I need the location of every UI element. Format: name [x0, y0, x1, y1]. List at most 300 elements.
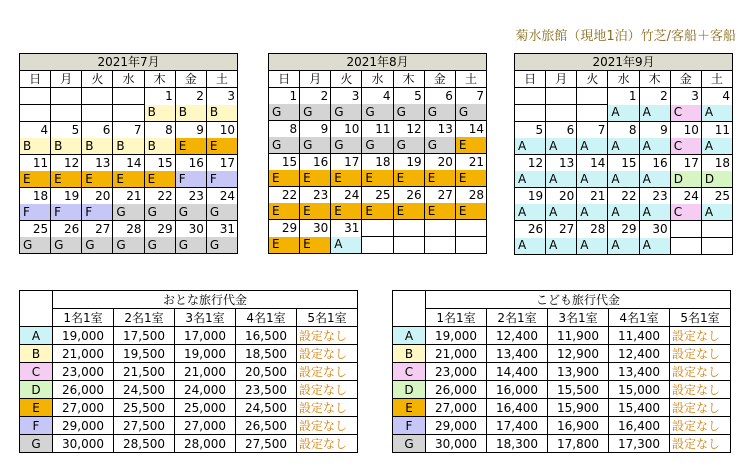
day-number: 12: [51, 155, 82, 172]
day-number-row: [269, 220, 487, 237]
rate-code-cell: D: [393, 381, 426, 399]
rate-code-cell: G: [20, 435, 53, 453]
day-number: 27: [546, 221, 577, 238]
day-code-row: [269, 170, 487, 187]
day-rate-code: G: [144, 237, 175, 254]
empty-day: [113, 105, 144, 122]
day-rate-code: A: [639, 105, 670, 122]
month-header-row: [20, 54, 238, 71]
day-rate-code: B: [206, 105, 237, 122]
day-rate-code: E: [269, 237, 300, 254]
day-rate-code: E: [362, 170, 393, 187]
day-number: 10: [206, 122, 237, 139]
child-price-table: [392, 290, 731, 453]
no-setting-cell: 設定なし: [670, 417, 731, 435]
day-rate-code: F: [206, 171, 237, 188]
day-rate-code: G: [362, 104, 393, 121]
price-cell: 15,900: [548, 399, 609, 417]
empty-day: [82, 105, 113, 122]
weekday-label: 火: [331, 71, 362, 88]
empty-day: [51, 88, 82, 105]
day-number: 29: [269, 220, 300, 237]
price-cell: 23,000: [53, 363, 114, 381]
column-header: 1名1室: [53, 309, 114, 327]
day-number: 22: [269, 187, 300, 204]
day-rate-code: A: [331, 237, 362, 254]
price-cell: 16,500: [236, 327, 297, 345]
month-title: 2021年9月: [515, 54, 733, 71]
day-rate-code: G: [300, 137, 331, 154]
weekday-label: 金: [424, 71, 455, 88]
price-cell: 26,000: [426, 381, 487, 399]
day-rate-code: A: [639, 204, 670, 221]
weekday-label: 水: [362, 71, 393, 88]
price-cell: 16,400: [487, 399, 548, 417]
day-rate-code: G: [113, 204, 144, 221]
weekday-label: 火: [82, 71, 113, 88]
day-number: 10: [331, 121, 362, 138]
day-number-row: [20, 122, 238, 139]
day-code-row: [515, 204, 733, 221]
empty-day: [670, 221, 701, 238]
day-rate-code: A: [701, 204, 732, 221]
day-rate-code: G: [300, 104, 331, 121]
price-row: [20, 363, 358, 381]
day-number: 22: [608, 188, 639, 205]
no-setting-cell: 設定なし: [297, 345, 358, 363]
day-number: 6: [546, 122, 577, 139]
day-rate-code: A: [608, 171, 639, 188]
day-rate-code: E: [393, 203, 424, 220]
day-code-row: [269, 203, 487, 220]
day-number: 15: [144, 155, 175, 172]
day-rate-code: F: [51, 204, 82, 221]
empty-day: [362, 220, 393, 237]
adult-price-table: [19, 290, 358, 453]
price-cell: 19,000: [175, 345, 236, 363]
month-header-row: [269, 54, 487, 71]
empty-day: [546, 88, 577, 105]
day-number: 3: [331, 88, 362, 105]
day-number: 19: [393, 154, 424, 171]
day-number: 1: [269, 88, 300, 105]
empty-day: [393, 220, 424, 237]
price-row: [393, 399, 731, 417]
day-number: 30: [300, 220, 331, 237]
day-rate-code: A: [577, 204, 608, 221]
price-cell: 12,400: [609, 345, 670, 363]
day-rate-code: G: [362, 137, 393, 154]
day-number: 12: [393, 121, 424, 138]
weekday-label: 月: [51, 71, 82, 88]
day-number: 11: [20, 155, 51, 172]
price-cell: 21,500: [114, 363, 175, 381]
day-number: 7: [113, 122, 144, 139]
day-code-row: [515, 138, 733, 155]
day-number-row: [20, 155, 238, 172]
day-number-row: [20, 188, 238, 205]
day-rate-code: G: [82, 237, 113, 254]
price-column-header-row: [393, 309, 731, 327]
price-cell: 24,500: [236, 399, 297, 417]
day-number: 3: [206, 88, 237, 105]
day-number: 11: [701, 122, 732, 139]
day-number: 17: [670, 155, 701, 172]
price-cell: 24,000: [175, 381, 236, 399]
price-cell: 25,500: [114, 399, 175, 417]
month-title: 2021年8月: [269, 54, 487, 71]
empty-day: [20, 88, 51, 105]
day-rate-code: A: [546, 204, 577, 221]
day-rate-code: E: [269, 170, 300, 187]
calendar-july: [19, 53, 238, 254]
column-header: 2名1室: [114, 309, 175, 327]
price-row: [20, 381, 358, 399]
price-row: [393, 435, 731, 453]
day-code-row: [269, 137, 487, 154]
price-cell: 19,500: [114, 345, 175, 363]
column-header: 3名1室: [548, 309, 609, 327]
price-cell: 30,000: [426, 435, 487, 453]
empty-day: [577, 105, 608, 122]
day-number: 28: [577, 221, 608, 238]
price-row: [393, 381, 731, 399]
day-rate-code: E: [82, 171, 113, 188]
price-row: [393, 363, 731, 381]
day-rate-code: G: [144, 204, 175, 221]
day-rate-code: A: [577, 171, 608, 188]
day-number: 13: [546, 155, 577, 172]
weekday-label: 日: [269, 71, 300, 88]
price-cell: 11,400: [609, 327, 670, 345]
rate-code-cell: A: [20, 327, 53, 345]
day-code-row: [20, 138, 238, 155]
price-cell: 13,400: [609, 363, 670, 381]
day-number: 20: [424, 154, 455, 171]
day-rate-code: B: [113, 138, 144, 155]
price-cell: 14,400: [487, 363, 548, 381]
day-number: 28: [113, 221, 144, 238]
day-number: 30: [175, 221, 206, 238]
weekday-label: 日: [20, 71, 51, 88]
day-rate-code: A: [546, 138, 577, 155]
day-number: 1: [144, 88, 175, 105]
day-rate-code: A: [608, 105, 639, 122]
day-number: 21: [113, 188, 144, 205]
day-code-row: [515, 171, 733, 188]
price-cell: 15,400: [609, 399, 670, 417]
day-rate-code: A: [577, 238, 608, 255]
rate-code-cell: E: [20, 399, 53, 417]
no-setting-cell: 設定なし: [670, 345, 731, 363]
price-cell: 24,500: [114, 381, 175, 399]
rate-code-cell: D: [20, 381, 53, 399]
price-cell: 27,000: [426, 399, 487, 417]
empty-day: [424, 220, 455, 237]
calendar-august: [268, 53, 487, 254]
day-number: 25: [701, 188, 732, 205]
day-rate-code: F: [175, 171, 206, 188]
day-rate-code: E: [175, 138, 206, 155]
weekday-label: 土: [206, 71, 237, 88]
column-header: 5名1室: [670, 309, 731, 327]
price-cell: 26,000: [53, 381, 114, 399]
price-cell: 27,500: [114, 417, 175, 435]
day-rate-code: C: [670, 204, 701, 221]
rate-code-cell: G: [393, 435, 426, 453]
day-rate-code: G: [393, 137, 424, 154]
day-rate-code: G: [20, 237, 51, 254]
day-number: 17: [331, 154, 362, 171]
rate-code-cell: F: [20, 417, 53, 435]
day-rate-code: E: [331, 203, 362, 220]
empty-day: [393, 237, 424, 254]
day-rate-code: G: [331, 137, 362, 154]
day-number: 27: [82, 221, 113, 238]
day-rate-code: E: [455, 170, 486, 187]
no-setting-cell: 設定なし: [670, 363, 731, 381]
day-rate-code: A: [546, 238, 577, 255]
day-rate-code: E: [300, 203, 331, 220]
rate-code-cell: A: [393, 327, 426, 345]
day-number: 7: [455, 88, 486, 105]
day-number: 8: [269, 121, 300, 138]
day-number: 4: [701, 88, 732, 105]
day-rate-code: A: [515, 238, 546, 255]
empty-day: [670, 238, 701, 255]
day-number: 26: [515, 221, 546, 238]
empty-day: [515, 88, 546, 105]
day-rate-code: E: [455, 137, 486, 154]
day-rate-code: A: [515, 204, 546, 221]
day-rate-code: A: [639, 238, 670, 255]
day-number: 16: [300, 154, 331, 171]
day-number: 26: [393, 187, 424, 204]
day-number: 1: [608, 88, 639, 105]
day-number-row: [515, 188, 733, 205]
empty-day: [701, 238, 732, 255]
day-number: 30: [639, 221, 670, 238]
day-number: 20: [546, 188, 577, 205]
price-column-header-row: [20, 309, 358, 327]
price-row: [20, 399, 358, 417]
day-number: 7: [577, 122, 608, 139]
weekday-label: 月: [546, 71, 577, 88]
price-cell: 29,000: [53, 417, 114, 435]
price-row: [393, 345, 731, 363]
day-number: 19: [51, 188, 82, 205]
day-number-row: [515, 122, 733, 139]
no-setting-cell: 設定なし: [670, 399, 731, 417]
column-header: 5名1室: [297, 309, 358, 327]
empty-day: [515, 105, 546, 122]
day-rate-code: E: [144, 171, 175, 188]
day-number: 29: [144, 221, 175, 238]
day-rate-code: A: [608, 204, 639, 221]
price-cell: 13,900: [548, 363, 609, 381]
day-rate-code: G: [113, 237, 144, 254]
day-rate-code: A: [639, 171, 670, 188]
price-row: [20, 417, 358, 435]
no-setting-cell: 設定なし: [670, 435, 731, 453]
no-setting-cell: 設定なし: [670, 327, 731, 345]
day-rate-code: G: [424, 137, 455, 154]
day-number: 23: [175, 188, 206, 205]
price-row: [20, 435, 358, 453]
day-rate-code: E: [206, 138, 237, 155]
day-number: 23: [300, 187, 331, 204]
price-cell: 15,000: [609, 381, 670, 399]
day-rate-code: A: [701, 105, 732, 122]
price-cell: 29,000: [426, 417, 487, 435]
day-rate-code: E: [455, 203, 486, 220]
rate-code-cell: B: [393, 345, 426, 363]
day-rate-code: B: [144, 105, 175, 122]
day-rate-code: C: [670, 138, 701, 155]
day-number: 4: [20, 122, 51, 139]
day-number: 22: [144, 188, 175, 205]
day-number: 2: [639, 88, 670, 105]
price-cell: 17,300: [609, 435, 670, 453]
price-cell: 16,900: [548, 417, 609, 435]
day-rate-code: G: [175, 237, 206, 254]
empty-day: [455, 220, 486, 237]
day-number: 8: [608, 122, 639, 139]
weekday-row: [269, 71, 487, 88]
empty-day: [455, 237, 486, 254]
day-number: 5: [393, 88, 424, 105]
day-number: 14: [577, 155, 608, 172]
day-rate-code: E: [269, 203, 300, 220]
day-number: 13: [424, 121, 455, 138]
day-number: 20: [82, 188, 113, 205]
corner-cell: [393, 291, 426, 327]
day-number: 11: [362, 121, 393, 138]
day-number: 28: [455, 187, 486, 204]
price-cell: 20,500: [236, 363, 297, 381]
day-rate-code: E: [300, 237, 331, 254]
day-code-row: [515, 105, 733, 122]
weekday-label: 日: [515, 71, 546, 88]
no-setting-cell: 設定なし: [297, 417, 358, 435]
day-number: 15: [608, 155, 639, 172]
price-cell: 27,000: [175, 417, 236, 435]
day-number: 14: [113, 155, 144, 172]
weekday-label: 月: [300, 71, 331, 88]
day-number: 9: [639, 122, 670, 139]
day-rate-code: D: [670, 171, 701, 188]
column-header: 3名1室: [175, 309, 236, 327]
day-number: 23: [639, 188, 670, 205]
day-rate-code: E: [20, 171, 51, 188]
price-cell: 15,500: [548, 381, 609, 399]
day-number: 6: [424, 88, 455, 105]
price-cell: 16,000: [487, 381, 548, 399]
day-code-row: [269, 104, 487, 121]
day-number: 2: [175, 88, 206, 105]
price-cell: 17,800: [548, 435, 609, 453]
column-header: 2名1室: [487, 309, 548, 327]
price-cell: 23,000: [426, 363, 487, 381]
weekday-row: [515, 71, 733, 88]
day-number: 24: [331, 187, 362, 204]
no-setting-cell: 設定なし: [297, 363, 358, 381]
day-rate-code: A: [608, 238, 639, 255]
day-rate-code: E: [51, 171, 82, 188]
price-cell: 17,000: [175, 327, 236, 345]
weekday-label: 木: [393, 71, 424, 88]
price-cell: 12,400: [487, 327, 548, 345]
price-row: [20, 327, 358, 345]
day-number: 13: [82, 155, 113, 172]
calendar-september: [514, 53, 733, 255]
price-row: [393, 417, 731, 435]
day-rate-code: A: [701, 138, 732, 155]
rate-code-cell: C: [393, 363, 426, 381]
no-setting-cell: 設定なし: [297, 435, 358, 453]
day-rate-code: G: [175, 204, 206, 221]
day-number: 9: [175, 122, 206, 139]
day-rate-code: E: [424, 203, 455, 220]
column-header: 1名1室: [426, 309, 487, 327]
price-cell: 21,000: [175, 363, 236, 381]
empty-day: [51, 105, 82, 122]
day-number-row: [20, 221, 238, 238]
day-number: 18: [20, 188, 51, 205]
price-row: [20, 345, 358, 363]
weekday-label: 火: [577, 71, 608, 88]
day-number-row: [269, 88, 487, 105]
day-number: 19: [515, 188, 546, 205]
day-rate-code: C: [670, 105, 701, 122]
day-number: 6: [82, 122, 113, 139]
price-cell: 18,300: [487, 435, 548, 453]
day-number: 21: [577, 188, 608, 205]
day-number: 18: [701, 155, 732, 172]
corner-cell: [20, 291, 53, 327]
day-rate-code: E: [300, 170, 331, 187]
price-cell: 11,900: [548, 327, 609, 345]
day-number: 10: [670, 122, 701, 139]
empty-day: [113, 88, 144, 105]
day-number: 16: [639, 155, 670, 172]
no-setting-cell: 設定なし: [297, 399, 358, 417]
day-number: 27: [424, 187, 455, 204]
day-number-row: [269, 154, 487, 171]
day-number-row: [269, 187, 487, 204]
day-number-row: [515, 155, 733, 172]
empty-day: [82, 88, 113, 105]
price-cell: 12,900: [548, 345, 609, 363]
day-code-row: [20, 171, 238, 188]
price-cell: 18,500: [236, 345, 297, 363]
day-rate-code: E: [393, 170, 424, 187]
day-rate-code: G: [269, 137, 300, 154]
column-header: 4名1室: [236, 309, 297, 327]
day-number: 12: [515, 155, 546, 172]
price-cell: 17,500: [114, 327, 175, 345]
weekday-label: 水: [608, 71, 639, 88]
price-cell: 21,000: [426, 345, 487, 363]
day-rate-code: G: [51, 237, 82, 254]
price-cell: 28,500: [114, 435, 175, 453]
no-setting-cell: 設定なし: [297, 327, 358, 345]
day-number: 24: [206, 188, 237, 205]
day-number-row: [515, 221, 733, 238]
day-number: 5: [515, 122, 546, 139]
price-cell: 26,500: [236, 417, 297, 435]
day-rate-code: A: [515, 171, 546, 188]
